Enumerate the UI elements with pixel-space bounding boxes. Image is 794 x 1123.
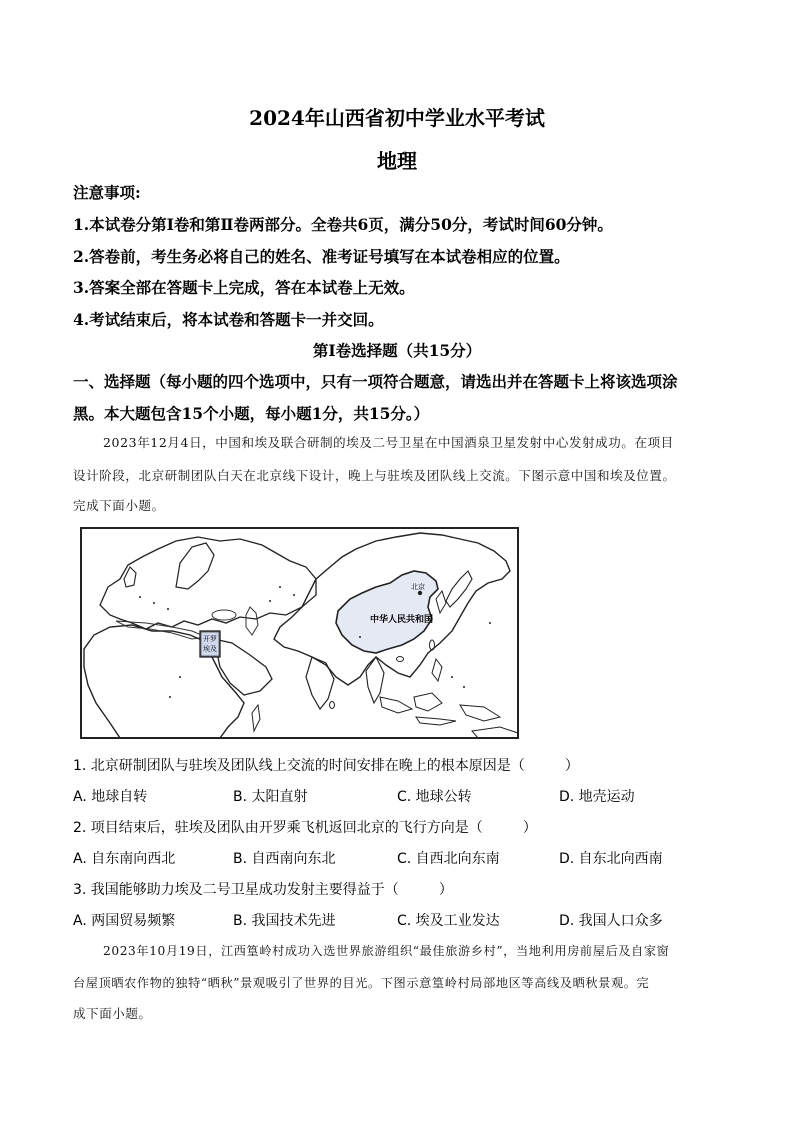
notice-item: 4.考试结束后，将本试卷和答题卡一并交回。: [73, 310, 384, 329]
q1-option-b[interactable]: B. 太阳直射: [233, 789, 308, 805]
q3-option-a[interactable]: A. 两国贸易频繁: [73, 913, 176, 929]
q2-option-b[interactable]: B. 自西南向东北: [233, 851, 336, 867]
q1-option-a[interactable]: A. 地球自转: [73, 789, 148, 805]
notice-heading: 注意事项:: [73, 183, 141, 202]
part-heading-line1: 一、选择题（每小题的四个选项中，只有一项符合题意，请选出并在答题卡上将该选项涂: [73, 372, 678, 391]
q2-option-a[interactable]: A. 自东南向西北: [73, 851, 176, 867]
notice-item: 3.答案全部在答题卡上完成，答在本试卷上无效。: [73, 278, 415, 297]
cairo-label: 开罗: [203, 635, 217, 643]
beijing-marker: [418, 591, 422, 595]
question-2-stem: 2. 项目结束后，驻埃及团队由开罗乘飞机返回北京的飞行方向是（ ）: [73, 820, 537, 836]
exam-title: 2024年山西省初中学业水平考试: [249, 106, 545, 130]
map-frame: [81, 528, 518, 738]
section-title: 第Ⅰ卷选择题（共15分）: [312, 341, 482, 360]
subject-title: 地理: [377, 149, 417, 173]
passage-line: 2023年12月4日，中国和埃及联合研制的埃及二号卫星在中国酒泉卫星发射中心发射成功。在项目: [103, 435, 674, 450]
passage-line: 设计阶段，北京研制团队白天在北京线下设计，晚上与驻埃及团队线上交流。下图示意中国和埃及位置。: [73, 468, 676, 483]
question-3-stem: 3. 我国能够助力埃及二号卫星成功发射主要得益于（ ）: [73, 882, 453, 898]
passage-line: 2023年10月19日，江西篁岭村成功入选世界旅游组织“最佳旅游乡村”，当地利用房前屋后及自家窗: [103, 944, 670, 958]
q2-option-d[interactable]: D. 自东北向西南: [559, 851, 663, 867]
notice-item: 2.答卷前，考生务必将自己的姓名、准考证号填写在本试卷相应的位置。: [73, 247, 570, 266]
q2-option-c[interactable]: C. 自西北向东南: [397, 851, 500, 867]
q3-option-c[interactable]: C. 埃及工业发达: [397, 913, 500, 929]
q1-option-c[interactable]: C. 地球公转: [397, 789, 472, 805]
q3-option-d[interactable]: D. 我国人口众多: [559, 913, 663, 929]
question-1-stem: 1. 北京研制团队与驻埃及团队线上交流的时间安排在晚上的根本原因是（ ）: [73, 758, 579, 774]
notice-item: 1.本试卷分第Ⅰ卷和第Ⅱ卷两部分。全卷共6页，满分50分，考试时间60分钟。: [73, 215, 613, 234]
passage-line: 完成下面小题。: [73, 498, 165, 513]
q1-option-d[interactable]: D. 地壳运动: [559, 789, 635, 805]
part-heading-line2: 黑。本大题包含15个小题，每小题1分，共15分。）: [73, 404, 430, 423]
china-label: 中华人民共和国: [370, 615, 434, 625]
beijing-label: 北京: [411, 583, 425, 591]
passage-line: 台屋顶晒农作物的独特“晒秋”景观吸引了世界的目光。下图示意篁岭村局部地区等高线及晒秋景观。完: [73, 976, 650, 990]
china-egypt-map: [80, 527, 519, 739]
q3-option-b[interactable]: B. 我国技术先进: [233, 913, 336, 929]
egypt-label: 埃及: [203, 645, 217, 653]
passage-line: 成下面小题。: [73, 1006, 152, 1021]
